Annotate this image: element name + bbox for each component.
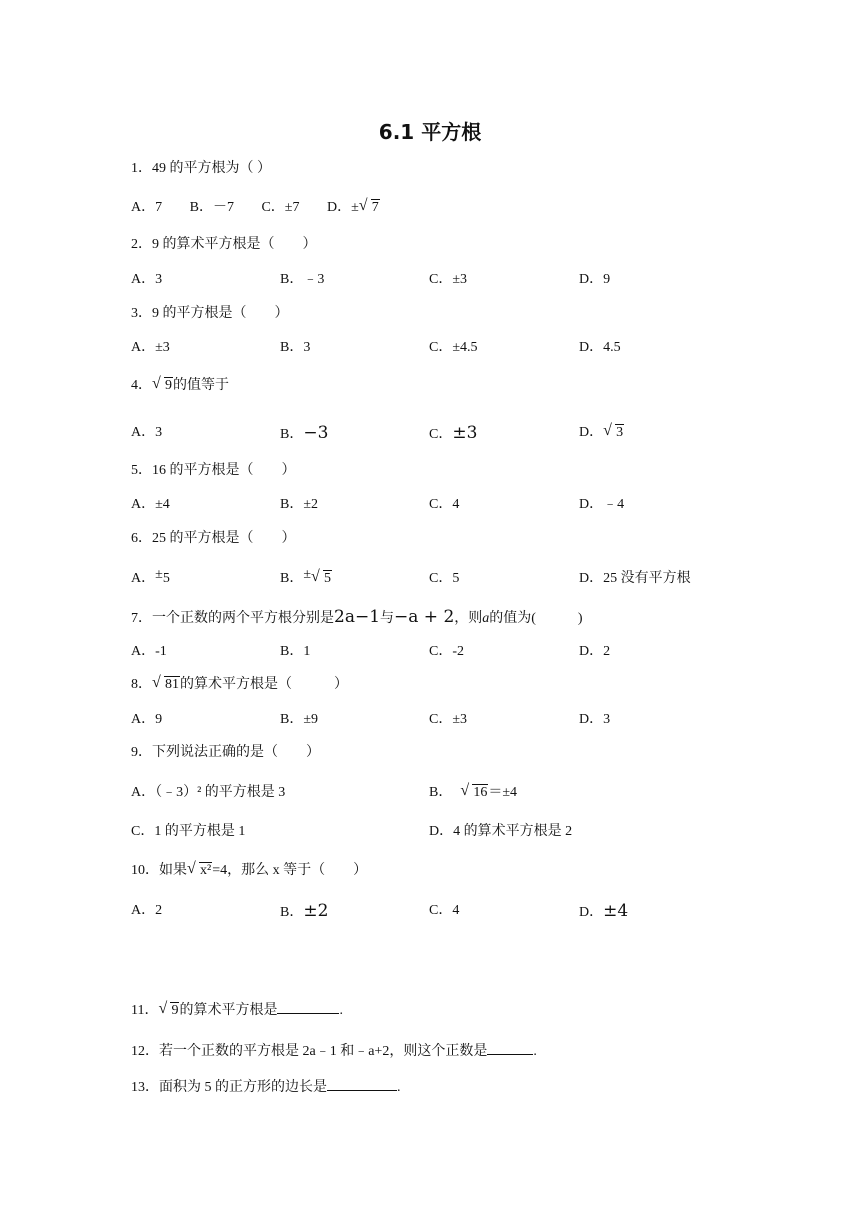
q9-option-d: D．4 的算术平方根是 2 [429,824,573,839]
question-8-stem: 8．√ 81的算术平方根是（ ） [131,676,348,694]
q9-option-c: C．1 的平方根是 1 [131,824,246,839]
q3-option-a: A．±3 [131,340,170,355]
question-5-stem: 5．16 的平方根是（ ） [131,463,296,478]
q1-option-b: B．－7 [189,200,234,215]
q7-option-b: B．1 [280,644,311,659]
sqrt-symbol: √ 7 [359,199,380,217]
q9-option-a: A．（﹣3）² 的平方根是 3 [131,785,286,800]
question-12-stem: 12．若一个正数的平方根是 2a﹣1 和﹣a+2，则这个正数是 . [131,1041,537,1061]
q10-option-c: C．4 [429,903,460,918]
sqrt-symbol: √ x² [187,862,212,880]
answer-blank[interactable] [487,1041,533,1055]
q2-option-d: D．9 [579,272,611,287]
q4-option-c: C．±3 [429,423,478,443]
q6-option-a: A．±5 [131,567,170,586]
question-3-stem: 3．9 的平方根是（ ） [131,306,289,321]
q6-option-b: B．±√ 5 [280,570,332,588]
q3-option-c: C．±4.5 [429,340,478,355]
question-1-stem: 1．49 的平方根为（ ） [131,161,271,176]
q8-option-a: A．9 [131,712,163,727]
question-6-stem: 6．25 的平方根是（ ） [131,531,296,546]
q7-option-c: C．-2 [429,644,464,659]
question-2-stem: 2．9 的算术平方根是（ ） [131,237,317,252]
sqrt-symbol: √ 3 [603,424,624,442]
q6-option-c: C．5 [429,571,460,586]
q2-option-a: A．3 [131,272,163,287]
sqrt-symbol: √ 9 [158,1002,179,1020]
page-title: 6.1 平方根 [378,120,482,144]
q7-option-a: A．-1 [131,644,167,659]
q6-option-d: D．25 没有平方根 [579,571,691,586]
question-7-stem: 7．一个正数的两个平方根分别是2a−1与−a + 2，则a的值为( ) [131,607,583,627]
q1-option-a: A．7 [131,200,163,215]
q4-option-a: A．3 [131,425,163,440]
sqrt-symbol: √ 5 [311,570,332,588]
question-13-stem: 13．面积为 5 的正方形的边长是 . [131,1077,401,1097]
q10-option-b: B．±2 [280,901,329,921]
q10-option-d: D．±4 [579,901,629,921]
q4-option-b: B．−3 [280,423,329,443]
question-9-stem: 9．下列说法正确的是（ ） [131,745,320,760]
answer-blank[interactable] [327,1077,397,1091]
sqrt-symbol: √ 9 [152,377,173,395]
q2-option-b: B．﹣3 [280,272,325,287]
q8-option-b: B．±9 [280,712,319,727]
q1-option-c: C．±7 [261,200,300,215]
question-10-stem: 10．如果√ x²=4，那么 x 等于（ ） [131,862,367,880]
q4-option-d: D．√ 3 [579,424,624,442]
question-11-stem: 11．√ 9的算术平方根是 . [131,1000,343,1020]
q5-option-c: C．4 [429,497,460,512]
q8-option-d: D．3 [579,712,611,727]
question-4-stem: 4．√ 9的值等于 [131,377,229,395]
q8-option-c: C．±3 [429,712,468,727]
q1-option-d: D．±√ 7 [327,199,380,217]
q5-option-b: B．±2 [280,497,319,512]
q3-option-d: D．4.5 [579,340,621,355]
q10-option-a: A．2 [131,903,163,918]
q5-option-a: A．±4 [131,497,170,512]
answer-blank[interactable] [277,1000,339,1014]
q3-option-b: B．3 [280,340,311,355]
q2-option-c: C．±3 [429,272,468,287]
question-1-options [131,199,380,217]
sqrt-symbol: √ 81 [152,676,180,694]
q9-option-b: B．√ 16＝±4 [429,784,517,802]
q7-option-d: D．2 [579,644,611,659]
q5-option-d: D．﹣4 [579,497,625,512]
sqrt-symbol: √ 16 [460,784,488,802]
